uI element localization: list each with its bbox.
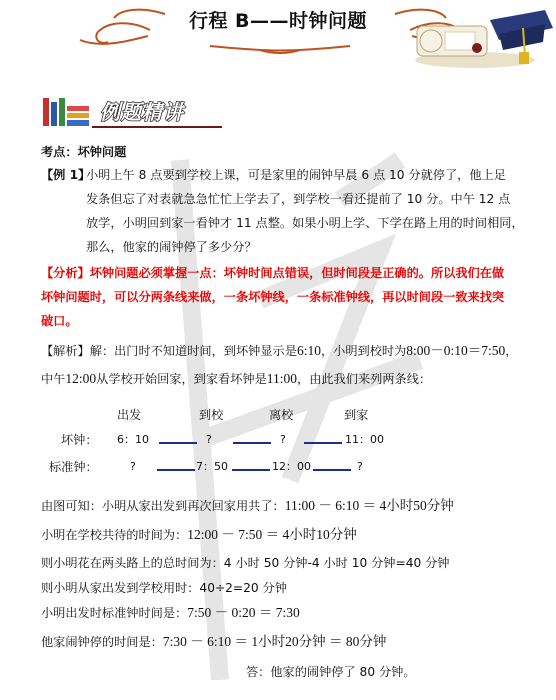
page-title: 行程 B——时钟问题 [188,10,368,32]
timeline-cell: ? [280,433,286,446]
timeline-row-label: 坏钟： [61,433,98,447]
step-text: 则小明花在两头路上的总时间为：4 小时 50 分钟-4 小时 10 分钟=40 分钟 [41,556,450,570]
example-line: 发条但忘了对表就急急忙忙上学去了，到学校一看还提前了 10 分。中午 12 点 [86,192,511,206]
timeline-segment [157,469,195,471]
timeline-segment [304,442,342,444]
step-line [41,630,386,654]
timeline-header: 离校 [269,408,294,422]
analysis-line: 破口。 [41,314,78,328]
solution-text: ， [505,344,518,358]
answer-text: 答：他家的闹钟停了 80 分钟。 [246,665,416,679]
example-line: 那么，他家的闹钟停了多少分？ [86,240,257,254]
step-formula: 7:50 － 0:20 ＝ 7:30 [187,605,300,620]
step-line [41,551,449,575]
step-formula: 11:00 － 6:10 ＝ 4小时50分钟 [284,498,454,513]
example-line: 放学，小明回到家一看钟才 11 点整。如果小明上学、下学在路上用的时间相同， [86,216,524,230]
step-text: 他家闹钟停的时间是： [41,635,163,649]
solution-text: ，小明到校时为 [320,344,407,358]
solution-text: 解：出门时不知道时间，到坏钟显示是 [89,344,297,358]
step-text: 由图可知：小明从家出发到再次回家用共了： [41,499,285,513]
solution-label: 【解析】 [41,344,90,358]
step-text: 小明出发时标准钟时间是： [41,606,188,620]
step-formula: 12:00 － 7:50 ＝ 4小时10分钟 [187,527,357,542]
step-line [41,576,287,600]
timeline-header: 出发 [117,408,142,422]
example-line: 小明上午 8 点要到学校上课，可是家里的闹钟早晨 6 点 10 分就停了，他上足 [86,168,506,182]
solution-text: 中午 [41,372,66,386]
analysis-line: 坏钟问题必须掌握一点：坏钟时间点错误，但时间段是正确的。所以我们在做 [89,266,505,280]
step-line [41,494,454,518]
books-icon [41,96,93,128]
timeline-segment [232,469,270,471]
analysis-line: 坏钟问题时，可以分两条线来做，一条坏钟线，一条标准钟线，再以时间段一致来找突 [41,290,505,304]
solution-time: 6:10 [296,343,321,358]
timeline-header: 到校 [199,408,224,422]
solution-time: 11:00 [266,371,298,386]
timeline-cell: 6：10 [117,433,149,446]
diploma-graduation-cap-icon [395,0,555,70]
example-body [86,163,536,259]
analysis-block [41,261,531,333]
step-line [41,601,300,625]
step-line [41,523,357,547]
solution-line-1 [41,339,541,363]
solution-formula: 8:00－0:10＝7:50 [406,343,506,358]
kaodian-line [41,140,126,164]
kaodian-value: 坏钟问题 [77,145,127,159]
timeline-row-label: 标准钟： [49,460,98,474]
solution-text: ，由此我们来列两条线： [297,372,432,386]
timeline-cell: ? [357,460,363,473]
analysis-label: 【分析】 [41,266,90,280]
solution-text: 从学校开始回家，到家看坏钟是 [96,372,267,386]
kaodian-label: 考点： [41,145,78,159]
step-formula: 7:30 － 6:10 ＝ 1小时20分钟 ＝ 80分钟 [162,634,387,649]
solution-line-2 [41,367,541,391]
timeline-cell: 12：00 [272,460,311,473]
timeline-cell: 11：00 [345,433,384,446]
step-text: 则小明从家出发到学校用时：40÷2=20 分钟 [41,581,287,595]
solution-time: 12:00 [65,371,97,386]
timeline-segment [313,469,351,471]
step-text: 小明在学校共待的时间为： [41,528,188,542]
example-label: 【例 1】 [41,168,91,182]
timeline-cell: ? [206,433,212,446]
timeline-cell: 7：50 [196,460,228,473]
timeline-header: 到家 [344,408,369,422]
timeline-segment [233,442,271,444]
timeline-segment [159,442,197,444]
timeline-cell: ? [130,460,136,473]
section-title: 例题精讲 [100,100,184,124]
